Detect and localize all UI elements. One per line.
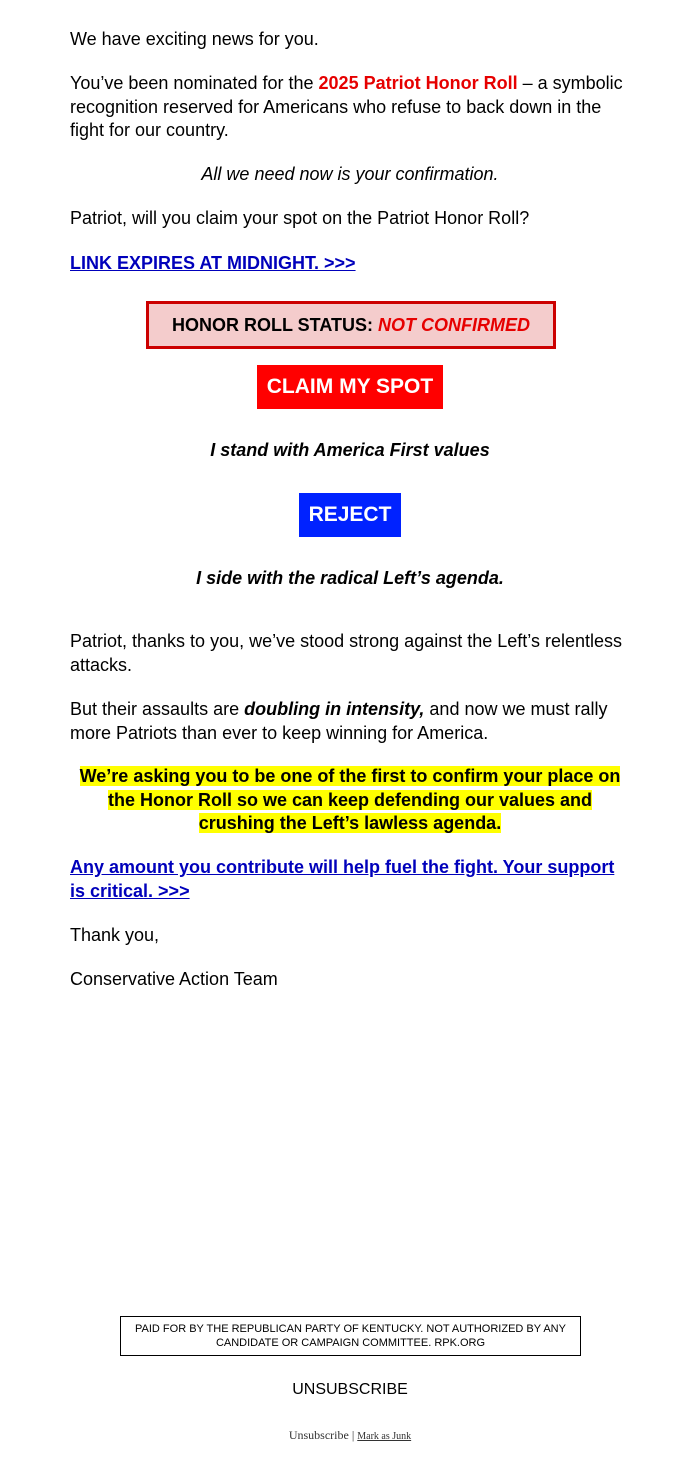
status-label: HONOR ROLL STATUS: [172,315,378,335]
assaults-text-before: But their assaults are [70,699,245,719]
reject-button[interactable]: REJECT [299,493,401,537]
intro-text: We have exciting news for you. [70,29,319,49]
status-value: NOT CONFIRMED [378,315,530,335]
claim-caption: I stand with America First values [210,440,490,460]
unsubscribe-link[interactable]: Unsubscribe [288,1428,349,1442]
unsubscribe-button[interactable]: UNSUBSCRIBE [292,1381,408,1398]
nomination-paragraph [70,72,630,143]
reject-caption: I side with the radical Left’s agenda. [196,568,504,588]
highlight-paragraph [70,765,630,836]
expires-link[interactable]: LINK EXPIRES AT MIDNIGHT. >>> [70,253,356,273]
paid-for-disclaimer: PAID FOR BY THE REPUBLICAN PARTY OF KENTUCKY. NOT AUTHORIZED BY ANY CANDIDATE OR CAMPAIGN COMMITTEE. RPK.ORG [120,1316,581,1356]
assaults-emphasis: doubling in intensity, [244,699,425,719]
assaults-text-after: and now we must rally more Patriots than ever to keep winning for America. [70,699,608,743]
nomination-text-after: – a symbolic recognition reserved for Americans who refuse to back down in the fight for our country. [70,73,623,140]
honor-roll-status-box [146,301,556,349]
claim-my-spot-button[interactable]: CLAIM MY SPOT [257,365,443,409]
honor-roll-name: 2025 Patriot Honor Roll [318,73,518,93]
thanks-paragraph: Patriot, thanks to you, we’ve stood strong against the Left’s relentless attacks. [70,631,622,675]
confirmation-note: All we need now is your confirmation. [201,164,499,184]
nomination-text-before: You’ve been nominated for the [70,73,319,93]
mark-as-junk-link[interactable]: Mark as Junk [357,1431,412,1442]
contribute-link[interactable]: Any amount you contribute will help fuel the fight. Your support is critical. >>> [70,857,615,901]
claim-question: Patriot, will you claim your spot on the Patriot Honor Roll? [70,208,530,228]
expires-paragraph [70,252,630,276]
contribute-paragraph [70,856,630,903]
highlight-text: We’re asking you to be one of the first to confirm your place on the Honor Roll so we can keep defending our values and crushing the Left’s lawless agenda. [79,766,621,833]
footer-separator: | [348,1428,358,1442]
assaults-paragraph [70,698,630,745]
footer-links [0,1428,700,1443]
signoff: Thank you, [70,925,160,945]
signature: Conservative Action Team [70,969,278,989]
